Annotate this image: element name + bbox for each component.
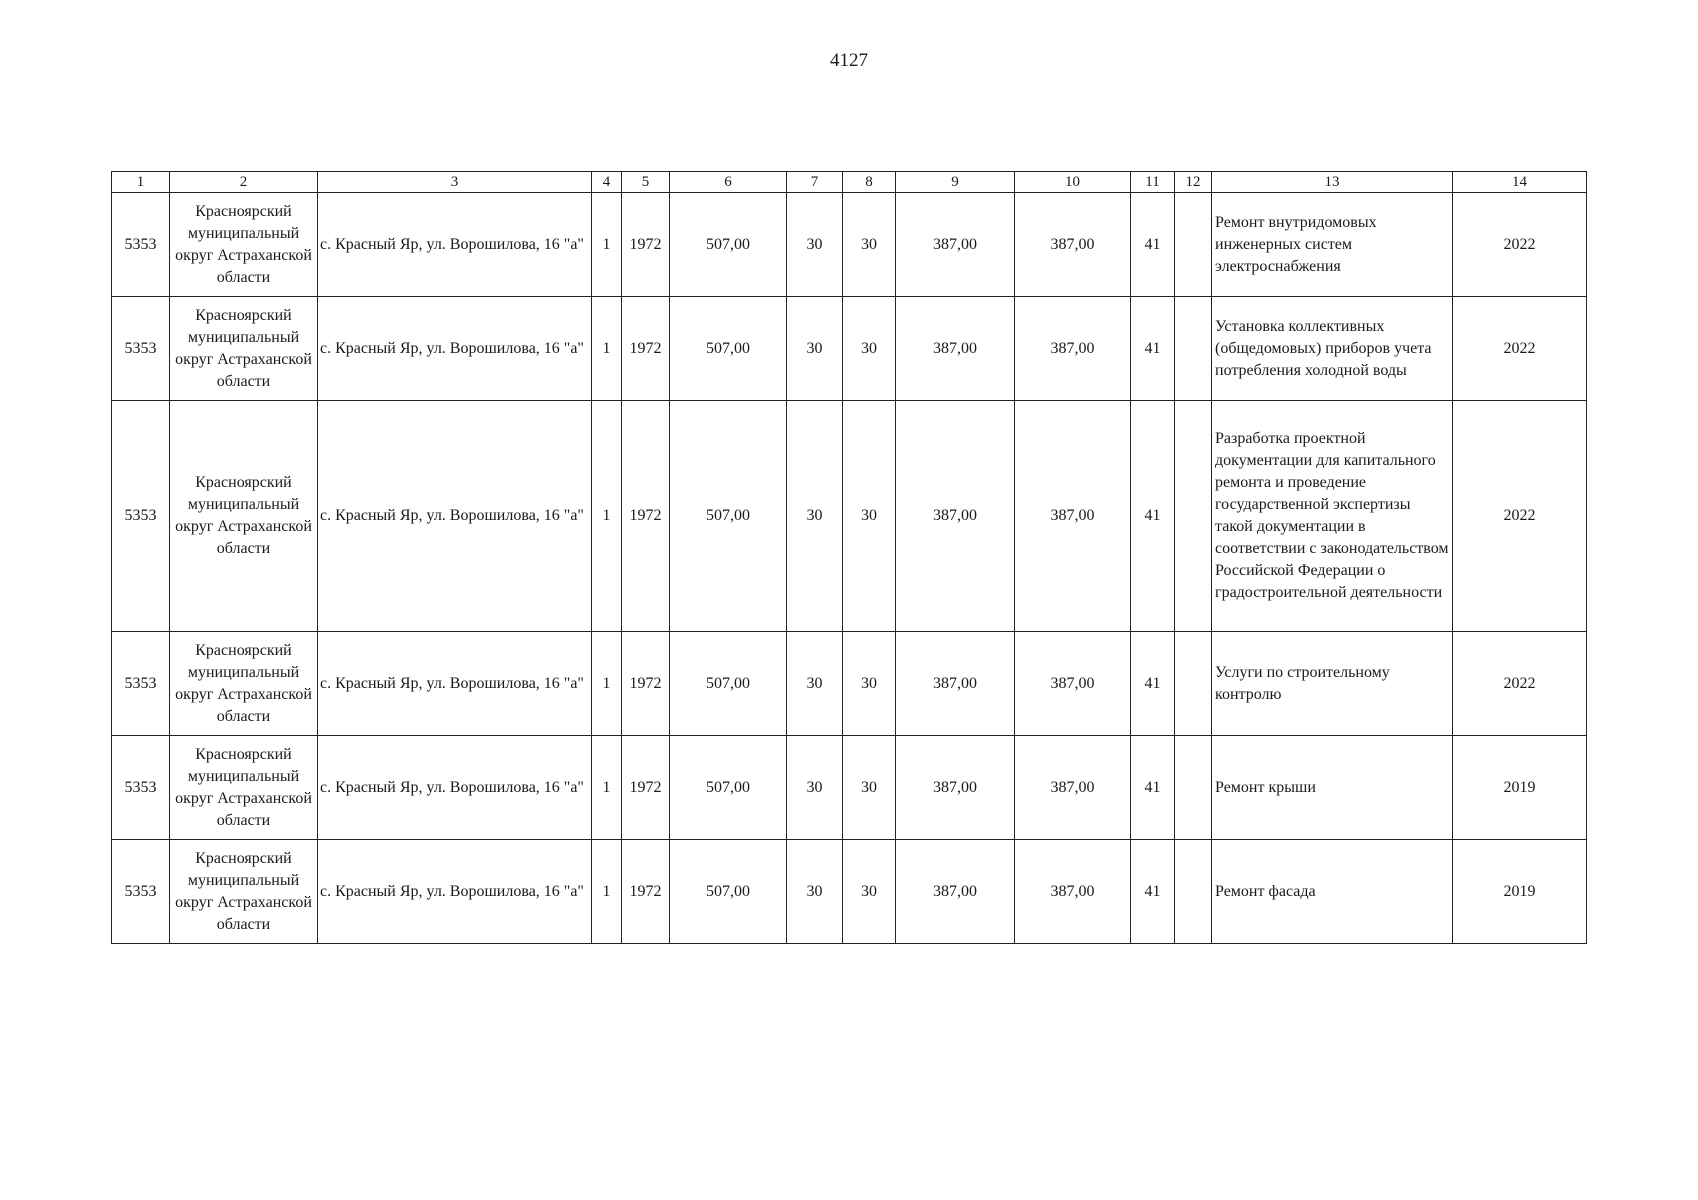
cell-year-built: 1972 [622, 840, 670, 944]
cell-col9: 387,00 [896, 193, 1015, 297]
cell-col9: 387,00 [896, 297, 1015, 401]
cell-col10: 387,00 [1015, 840, 1131, 944]
cell-col12 [1175, 632, 1212, 736]
column-header: 12 [1175, 172, 1212, 193]
cell-year-built: 1972 [622, 736, 670, 840]
cell-col11: 41 [1131, 401, 1175, 632]
cell-address: с. Красный Яр, ул. Ворошилова, 16 "а" [318, 193, 592, 297]
cell-col7: 30 [787, 401, 843, 632]
cell-col12 [1175, 736, 1212, 840]
cell-col6: 507,00 [670, 632, 787, 736]
cell-id: 5353 [112, 401, 170, 632]
cell-municipality: Красноярский муниципальный округ Астраханской области [170, 632, 318, 736]
cell-col8: 30 [843, 736, 896, 840]
cell-col9: 387,00 [896, 840, 1015, 944]
cell-col4: 1 [592, 840, 622, 944]
cell-col4: 1 [592, 736, 622, 840]
column-header: 4 [592, 172, 622, 193]
cell-col10: 387,00 [1015, 401, 1131, 632]
cell-municipality: Красноярский муниципальный округ Астраханской области [170, 736, 318, 840]
cell-municipality: Красноярский муниципальный округ Астраханской области [170, 401, 318, 632]
table-row [112, 297, 1587, 401]
cell-col4: 1 [592, 401, 622, 632]
table-row [112, 401, 1587, 632]
cell-col11: 41 [1131, 632, 1175, 736]
cell-year-built: 1972 [622, 401, 670, 632]
cell-municipality: Красноярский муниципальный округ Астраханской области [170, 193, 318, 297]
column-header: 2 [170, 172, 318, 193]
column-header: 7 [787, 172, 843, 193]
cell-col7: 30 [787, 840, 843, 944]
column-header: 8 [843, 172, 896, 193]
cell-address: с. Красный Яр, ул. Ворошилова, 16 "а" [318, 736, 592, 840]
cell-col8: 30 [843, 632, 896, 736]
cell-col8: 30 [843, 840, 896, 944]
cell-address: с. Красный Яр, ул. Ворошилова, 16 "а" [318, 840, 592, 944]
cell-col9: 387,00 [896, 736, 1015, 840]
cell-col7: 30 [787, 736, 843, 840]
cell-col8: 30 [843, 401, 896, 632]
cell-year: 2022 [1453, 193, 1587, 297]
cell-col8: 30 [843, 193, 896, 297]
cell-municipality: Красноярский муниципальный округ Астраханской области [170, 297, 318, 401]
cell-col12 [1175, 297, 1212, 401]
cell-col10: 387,00 [1015, 736, 1131, 840]
column-header: 6 [670, 172, 787, 193]
cell-year: 2022 [1453, 632, 1587, 736]
cell-col7: 30 [787, 297, 843, 401]
cell-address: с. Красный Яр, ул. Ворошилова, 16 "а" [318, 297, 592, 401]
cell-col12 [1175, 193, 1212, 297]
cell-col10: 387,00 [1015, 632, 1131, 736]
column-header: 5 [622, 172, 670, 193]
cell-col11: 41 [1131, 297, 1175, 401]
cell-work: Ремонт крыши [1212, 736, 1453, 840]
cell-col4: 1 [592, 193, 622, 297]
cell-year-built: 1972 [622, 193, 670, 297]
column-header: 9 [896, 172, 1015, 193]
table-row [112, 193, 1587, 297]
cell-col4: 1 [592, 297, 622, 401]
cell-year: 2022 [1453, 401, 1587, 632]
cell-work: Услуги по строительному контролю [1212, 632, 1453, 736]
cell-col6: 507,00 [670, 193, 787, 297]
table-row [112, 736, 1587, 840]
cell-id: 5353 [112, 297, 170, 401]
cell-col6: 507,00 [670, 736, 787, 840]
cell-year: 2022 [1453, 297, 1587, 401]
cell-work: Разработка проектной документации для капитального ремонта и проведение государственной экспертизы такой документации в соответствии с законодательством Российской Федерации о градостроительной деятельности [1212, 401, 1453, 632]
cell-col6: 507,00 [670, 840, 787, 944]
cell-work: Ремонт внутридомовых инженерных систем электроснабжения [1212, 193, 1453, 297]
cell-work: Установка коллективных (общедомовых) приборов учета потребления холодной воды [1212, 297, 1453, 401]
registry-table [111, 171, 1587, 944]
cell-municipality: Красноярский муниципальный округ Астраханской области [170, 840, 318, 944]
cell-col12 [1175, 840, 1212, 944]
cell-col11: 41 [1131, 193, 1175, 297]
cell-col6: 507,00 [670, 401, 787, 632]
page-number: 4127 [830, 50, 868, 71]
cell-col12 [1175, 401, 1212, 632]
cell-id: 5353 [112, 840, 170, 944]
cell-address: с. Красный Яр, ул. Ворошилова, 16 "а" [318, 632, 592, 736]
cell-col10: 387,00 [1015, 297, 1131, 401]
cell-col10: 387,00 [1015, 193, 1131, 297]
cell-year-built: 1972 [622, 297, 670, 401]
cell-id: 5353 [112, 632, 170, 736]
cell-id: 5353 [112, 193, 170, 297]
cell-col11: 41 [1131, 736, 1175, 840]
cell-id: 5353 [112, 736, 170, 840]
cell-address: с. Красный Яр, ул. Ворошилова, 16 "а" [318, 401, 592, 632]
cell-col7: 30 [787, 632, 843, 736]
cell-year: 2019 [1453, 840, 1587, 944]
header-row [112, 172, 1587, 193]
column-header: 10 [1015, 172, 1131, 193]
column-header: 13 [1212, 172, 1453, 193]
table-row [112, 632, 1587, 736]
column-header: 11 [1131, 172, 1175, 193]
table-row [112, 840, 1587, 944]
cell-col9: 387,00 [896, 632, 1015, 736]
cell-col7: 30 [787, 193, 843, 297]
column-header: 3 [318, 172, 592, 193]
column-header: 1 [112, 172, 170, 193]
cell-year: 2019 [1453, 736, 1587, 840]
cell-col4: 1 [592, 632, 622, 736]
cell-col6: 507,00 [670, 297, 787, 401]
cell-work: Ремонт фасада [1212, 840, 1453, 944]
column-header: 14 [1453, 172, 1587, 193]
cell-year-built: 1972 [622, 632, 670, 736]
cell-col9: 387,00 [896, 401, 1015, 632]
cell-col8: 30 [843, 297, 896, 401]
cell-col11: 41 [1131, 840, 1175, 944]
